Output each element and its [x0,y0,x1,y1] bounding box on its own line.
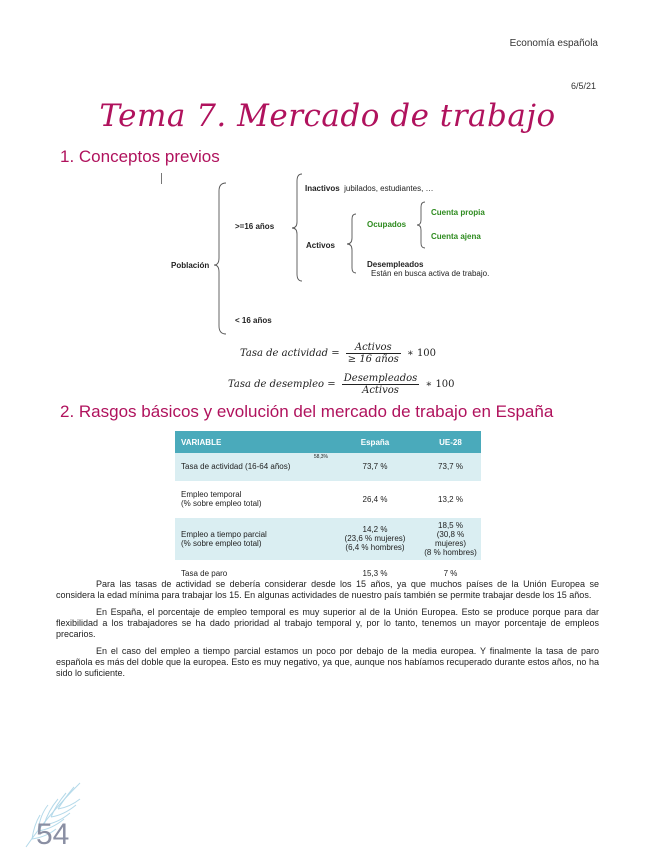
cell-spain [330,453,420,481]
brace-activos [347,214,356,273]
table-row [175,481,481,517]
label-ocupados: Ocupados [367,220,407,229]
page-number: 54 [36,818,70,851]
brace-poblacion [214,183,226,334]
value-line: (23,6 % mujeres) [344,534,406,543]
inactivos-detail: jubilados, estudiantes, … [344,184,434,193]
header-date: 6/5/21 [570,81,596,91]
value-line: 73,7 % [362,462,388,472]
section-heading-conceptos: 1. Conceptos previos [60,147,220,166]
formula-desempleo-rhs: ∗ 100 [425,379,455,390]
cell-eu [420,517,481,560]
body-text [56,579,599,685]
label-age-high: >=16 años [235,222,275,231]
value-line: 73,7 % [438,462,463,472]
formula-actividad-rhs: ∗ 100 [406,348,437,359]
table-row [175,453,481,481]
paragraph: Para las tasas de actividad se debería considerar desde los 15 años, ya que muchos países de la Unión Europea se considera la edad mínima para trabajar los 15. En algunas actividades de nuestro país también se permite trabajar desde los 15 años. [56,579,599,600]
inactivos-line [305,178,434,196]
value-line: 15,3 % [362,568,388,578]
label-age-low: < 16 años [235,316,272,325]
header-spain: España [330,431,420,453]
formula-actividad-numerator: Activos [346,342,401,354]
label-activos: Activos [306,241,335,250]
label-desempleados: Desempleados [367,260,424,269]
cell-spain [330,517,420,560]
variable-line: (% sobre empleo total) [181,538,262,548]
cell-eu [420,453,481,481]
label-cuenta-ajena: Cuenta ajena [431,232,481,241]
desempleados-detail: Están en busca activa de trabajo. [371,269,490,278]
label-inactivos: Inactivos [305,184,340,193]
header-title: Economía española [509,38,598,49]
formula-desempleo-lhs: Tasa de desempleo = [228,379,336,390]
value-line: 18,5 % [438,520,463,530]
value-line: 13,2 % [438,494,463,504]
label-cuenta-propia: Cuenta propia [431,208,485,217]
value-line: 14,2 % [362,525,388,534]
value-line: 7 % [443,568,458,578]
cell-variable [175,481,330,517]
cell-spain [330,481,420,517]
value-line: 26,4 % [362,494,388,504]
variable-line: Empleo a tiempo parcial [181,529,267,539]
formula-desempleo-fraction [342,373,420,396]
value-line: (8 % hombres) [424,547,477,557]
brace-mayores [292,174,302,281]
formula-actividad-denominator: ≥ 16 años [347,354,399,365]
variable-line: (% sobre empleo total) [181,499,262,508]
formula-desempleo-denominator: Activos [362,385,399,396]
header-eu28: UE-28 [420,431,481,453]
table-row [175,517,481,560]
cell-variable [175,453,330,481]
paragraph: En el caso del empleo a tiempo parcial estamos un poco por debajo de la media europea. Y finalmente la tasa de paro española es más del doble que la europea. Esto es muy negativo, ya que, aunque nos habíamos recuperado durante estos años, no ha sido lo suficiente. [56,646,599,678]
formula-actividad-fraction [346,342,401,365]
variable-line: Empleo temporal [181,490,242,499]
value-line: (30,8 % mujeres) [434,529,467,548]
header-variable: VARIABLE [175,431,330,453]
formula-desempleo-numerator: Desempleados [343,373,418,384]
handwritten-note: 58,3% [313,454,328,460]
formula-tasa-actividad [240,342,436,365]
cell-eu [420,481,481,517]
brace-ocupados [417,202,425,248]
table-header-row [175,431,481,453]
variable-line: Tasa de actividad (16-64 años) [181,462,291,472]
value-line: (6,4 % hombres) [345,543,405,552]
section-heading-rasgos: 2. Rasgos básicos y evolución del mercado de trabajo en España [60,402,554,421]
variable-line: Tasa de paro [181,568,228,578]
label-poblacion: Población [171,261,210,270]
page-title: Tema 7. Mercado de trabajo [99,98,556,134]
formula-tasa-desempleo [228,373,455,396]
formula-actividad-lhs: Tasa de actividad = [240,348,340,359]
paragraph: En España, el porcentaje de empleo temporal es muy superior al de la Unión Europea. Esto se produce porque para dar flexibilidad a los trabajadores se ha dado prioridad al trabajo temporal y, por lo tanto, tenemos un mayor porcentaje de empleos precarios. [56,607,599,639]
cell-variable [175,517,330,560]
labor-market-table [175,431,481,587]
